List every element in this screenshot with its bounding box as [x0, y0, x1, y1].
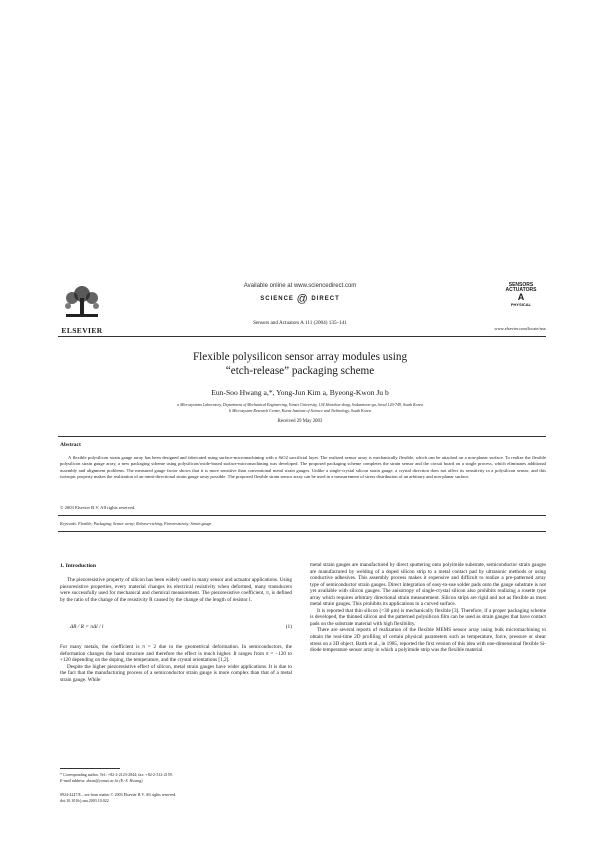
header-divider — [58, 336, 546, 337]
footnote-corresponding: * Corresponding author. Tel.: +82-2-2123-2844; fax: +82-2-312-2159. — [60, 772, 173, 777]
keywords-top-divider — [58, 515, 546, 516]
abstract-heading: Abstract — [60, 442, 81, 448]
section-heading-introduction: 1. Introduction — [60, 563, 96, 569]
footnote-email: E-mail address: ducat@yonsei.ac.kr (E.-S. Hwang). — [60, 778, 144, 783]
right-column — [310, 562, 546, 654]
journal-citation: Sensors and Actuators A 111 (2004) 135–141 — [253, 320, 347, 326]
equation-number: (1) — [285, 624, 292, 630]
received-date: Received 29 May 2003 — [277, 419, 323, 424]
abstract-top-divider — [58, 436, 546, 437]
keywords-bottom-divider — [58, 531, 546, 532]
intro-paragraph-3: Despite the higher piezoresistive effect of silicon, metal strain gauges have wider applications. It is due to the fact that the manufacturing process of a semiconductor strain gauge is more complex than that of a metal strain gauge. While — [60, 663, 292, 683]
journal-logo-line3: A — [517, 292, 525, 302]
title-line-2: “etch-release” packaging scheme — [225, 365, 375, 377]
right-paragraph-1: metal strain gauges are manufactured by direct sputtering onto polyimide substrate, semiconductor strain gauges are manufactured by welding of a doped silicon strip to a metal contact pad by ultrasonic methods or using conductive adhesives. This assembly process makes it expensive and difficult to realize a pre-patterned array type of semiconductor strain gauges. Direct integration of easy-to-use solder pads onto the gauge substrate is not yet available with silicon gauges. The anisotropy of single-crystal silicon also prohibits realizing a rosette type array which requires arbitrary directional strain measurement. Silicon strips are rigid and not as flexible as most metal strain gauges. This prohibits its applications to a curved surface. — [310, 562, 546, 608]
sd-at-icon: @ — [296, 293, 309, 305]
abstract-text: A flexible polysilicon strain gauge array has been designed and fabricated using surface-micromachining with a SiO2 sacrificial layer. The realized sensor array is mechanically flexible, which can be attached on a non-planar surface. To realize the flexible polysilicon strain gauge array, a new packaging scheme using polysilicon/oxide-based surface-micromachining was developed. The proposed packaging scheme completes the strain sensor and the circuit board on a single process, which eliminates additional assembly and alignment problems. The measured gauge factor shows that it is more sensitive than conventional metal strain gauges. Unlike a single-crystal silicon strain gauge, a crystal direction does not affect its sensitivity in a polysilicon sensor, and this isotropic property makes the realization of an omni-directional strain gauge array possible. The proposed flexible strain sensor array can be used in a measurement of stress distribution of an arbitrary and non-planar surface. — [60, 455, 546, 479]
intro-paragraph-1: The piezoresistive property of silicon has been widely used in many sensor and actuator applications. Using piezoresistive properties, every material changes its electrical resistivity when deformed, many transducers were successfully used for mechanical and chemical measurement. The piezoresistive coefficient, π, is defined by the ratio of the change of the resistivity R caused by the change of the length of resistor l. — [60, 577, 292, 603]
journal-logo-line2: ACTUATORS — [505, 287, 537, 293]
copyright-notice: © 2003 Elsevier B.V. All rights reserved. — [60, 505, 136, 510]
left-column — [60, 577, 292, 603]
sd-brand-left: SCIENCE — [260, 296, 294, 302]
affiliation-a: a Microsystems Laboratory, Department of Mechanical Engineering, Yonsei University, 134 Shinchon-dong, Sodaemoon-gu, Seoul 120-749, South Korea — [177, 402, 423, 407]
affiliation-b: b Microsystem Research Center, Korea Institute of Science and Technology, South Korea — [229, 408, 371, 413]
right-paragraph-3: There are several reports of realization of the flexible MEMS sensor array using bulk micromachining to obtain the real-time 2D profiling of certain physical parameters such as temperature, force, pressure or shear stress on a 3D object. Barth et al., in 1985, reported the first version of this idea with one-dimensional flexible Si-diode temperature sensor array in which a polyimide strip was the flexible material — [310, 627, 546, 654]
sd-brand-right: DIRECT — [311, 296, 340, 302]
journal-logo-line4: PHYSICAL — [510, 302, 532, 307]
available-online-text: Available online at www.sciencedirect.com — [243, 283, 357, 289]
keywords-line: Keywords: Flexible; Packaging; Sensor array; Release-etching; Piezoresistivity; Strain gauge — [60, 521, 212, 526]
elsevier-logo — [60, 284, 104, 335]
title-line-1: Flexible polysilicon sensor array modules using — [192, 351, 408, 363]
journal-logo-line1: SENSORS — [508, 282, 534, 288]
intro-paragraph-2: For many metals, the coefficient is π = 2 due to the geometrical deformation. In semiconductors, the deformation changes the band structure and therefore the effect is much higher. It ranges from π = −120 to +120 depending on the doping, the temperature, and the crystal orientations [1,2]. — [60, 644, 292, 664]
elsevier-tree-icon — [60, 284, 104, 320]
equation-expression: ΔR / R = πΔl / l — [70, 624, 104, 630]
article-title — [60, 350, 540, 378]
publisher-name: ELSEVIER — [61, 326, 103, 335]
journal-url: www.elsevier.com/locate/sna — [494, 326, 546, 331]
right-paragraph-2: It is reported that thin silicon (<30 μm) is mechanically flexible [3]. Therefore, if a proper packaging scheme is developed, the thinned silicon and the patterned polysilicon film can be used as strain gauges that have contact pads on the substrate material with high flexibility. — [310, 607, 546, 627]
footnote-divider — [60, 768, 120, 769]
author-list: Eun-Soo Hwang a,*, Yong-Jun Kim a, Byeong-Kwon Ju b — [211, 388, 389, 397]
issn-line: 0924-4247/$ – see front matter © 2003 Elsevier B.V. All rights reserved. — [60, 792, 177, 797]
sciencedirect-logo — [185, 293, 415, 305]
doi-line: doi:10.1016/j.sna.2003.10.022 — [60, 798, 109, 803]
left-column-continued — [60, 644, 292, 683]
equation-1 — [60, 624, 292, 630]
journal-logo — [497, 283, 545, 321]
